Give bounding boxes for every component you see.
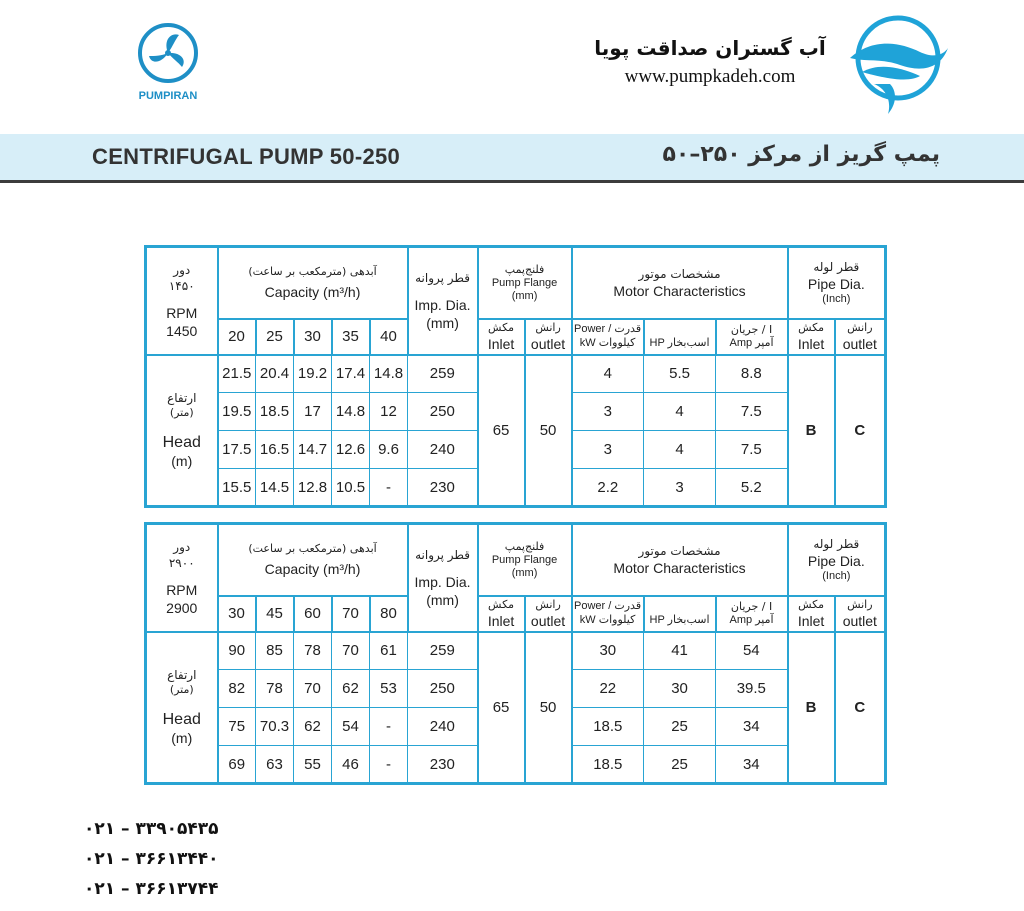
phone-number: ۰۲۱ – ۳۳۹۰۵۴۳۵ (84, 819, 219, 839)
rpm-header-cell (146, 524, 218, 632)
kw-label-fa: کیلووات (598, 336, 636, 349)
amp-value: 8.8 (716, 355, 788, 393)
impeller-label-en: Imp. Dia. (414, 296, 471, 313)
kw-header: قدرت / Power kW کیلووات (572, 319, 644, 355)
power-label-fa: قدرت (614, 323, 642, 335)
head-value: 16.5 (256, 431, 294, 469)
impeller-value: 240 (408, 431, 478, 469)
pipe-inlet-header: مکش Inlet (788, 319, 835, 355)
capacity-value: 30 (218, 596, 256, 632)
performance-table-2900 (144, 522, 887, 785)
rpm-label: RPM (166, 581, 198, 598)
hp-value: 4 (644, 431, 716, 469)
head-value: 69 (218, 746, 256, 784)
hp-value: 5.5 (644, 355, 716, 393)
inlet-label-en: Inlet (487, 335, 515, 352)
hp-value: 25 (644, 746, 716, 784)
amp-header: جریان / I Amp آمپر (716, 319, 788, 355)
head-value: 75 (218, 708, 256, 746)
pipe-inlet-value: B (788, 355, 835, 507)
head-value: 70 (332, 632, 370, 670)
head-value: 70.3 (256, 708, 294, 746)
head-value: 12 (370, 393, 408, 431)
hp-header: HP اسب‌بخار (644, 596, 716, 632)
rpm-label: RPM (166, 304, 198, 321)
pipe-outlet-value: C (835, 632, 886, 784)
pumpiran-brand-text: PUMPIRAN (138, 90, 198, 102)
hp-label-fa: اسب‌بخار (667, 336, 710, 349)
head-value: 62 (294, 708, 332, 746)
amp-value: 34 (716, 746, 788, 784)
pipe-header: قطر لوله Pipe Dia. (Inch) (788, 524, 886, 596)
head-value: 14.8 (370, 355, 408, 393)
head-value: 78 (256, 670, 294, 708)
head-value: 14.8 (332, 393, 370, 431)
impeller-value: 250 (408, 670, 478, 708)
amp-value: 7.5 (716, 431, 788, 469)
pipe-outlet-header: رانش outlet (835, 596, 886, 632)
head-value: 17.5 (218, 431, 256, 469)
head-value: 9.6 (370, 431, 408, 469)
kw-value: 3 (572, 431, 644, 469)
pipe-outlet-header: رانش outlet (835, 319, 886, 355)
capacity-label-fa: آبدهی (مترمکعب بر ساعت) (248, 264, 377, 278)
head-value: 19.2 (294, 355, 332, 393)
hp-label-en: HP (649, 337, 665, 349)
company-wave-logo-icon (840, 10, 950, 120)
amp-value: 7.5 (716, 393, 788, 431)
outlet-label-fa: رانش (535, 320, 561, 334)
motor-header: مشخصات موتور Motor Characteristics (572, 524, 788, 596)
head-value: 21.5 (218, 355, 256, 393)
kw-value: 18.5 (572, 746, 644, 784)
capacity-label-en: Capacity (m³/h) (264, 283, 361, 300)
flange-label-fa: فلنج‌پمپ (504, 262, 545, 276)
head-value: 70 (294, 670, 332, 708)
amp-header: جریان / I Amp آمپر (716, 596, 788, 632)
head-value: 82 (218, 670, 256, 708)
head-value: 12.8 (294, 469, 332, 507)
rpm-header-cell (146, 247, 218, 355)
impeller-header (408, 247, 478, 355)
impeller-unit: (mm) (426, 314, 459, 331)
kw-value: 2.2 (572, 469, 644, 507)
head-label-fa: ارتفاع (167, 391, 197, 406)
title-english: CENTRIFUGAL PUMP 50-250 (92, 144, 401, 169)
pipe-outlet-value: C (835, 355, 886, 507)
hp-value: 30 (644, 670, 716, 708)
motor-label-fa: مشخصات موتور (638, 266, 721, 281)
rpm-label-fa: دور (173, 539, 191, 554)
head-value: 17.4 (332, 355, 370, 393)
flange-inlet-value: 65 (478, 632, 525, 784)
company-name: آب گستران صداقت پویا (594, 36, 826, 60)
website-url: www.pumpkadeh.com (624, 66, 796, 87)
hp-value: 41 (644, 632, 716, 670)
head-value: 53 (370, 670, 408, 708)
head-unit-fa: (متر) (169, 406, 194, 420)
pumpiran-logo (128, 22, 208, 102)
impeller-label-fa: قطر پروانه (415, 270, 470, 285)
kw-value: 18.5 (572, 708, 644, 746)
head-value: 90 (218, 632, 256, 670)
head-value: 54 (332, 708, 370, 746)
head-value: 63 (256, 746, 294, 784)
pumpiran-fan-icon (137, 22, 199, 84)
flange-inlet-header (478, 319, 525, 355)
head-value: 20.4 (256, 355, 294, 393)
impeller-header: قطر پروانه Imp. Dia. (mm) (408, 524, 478, 632)
head-value: 14.5 (256, 469, 294, 507)
rpm-value: 1450 (166, 322, 198, 339)
capacity-value: 30 (294, 319, 332, 355)
capacity-value: 35 (332, 319, 370, 355)
amp-value: 5.2 (716, 469, 788, 507)
amp-value: 39.5 (716, 670, 788, 708)
flange-label-en: Pump Flange (491, 276, 558, 289)
head-value: 19.5 (218, 393, 256, 431)
capacity-value: 20 (218, 319, 256, 355)
company-info (590, 36, 830, 88)
flange-inlet-value: 65 (478, 355, 525, 507)
amp-label-en: Amp (729, 337, 753, 349)
pipe-inlet-value: B (788, 632, 835, 784)
impeller-value: 259 (408, 355, 478, 393)
phone-number: ۰۲۱ – ۳۶۶۱۳۴۴۰ (84, 849, 219, 869)
hp-header (644, 319, 716, 355)
hp-value: 25 (644, 708, 716, 746)
kw-label-en: kW (579, 337, 596, 349)
capacity-header (218, 247, 408, 319)
head-value: 14.7 (294, 431, 332, 469)
head-value: 10.5 (332, 469, 370, 507)
pipe-unit: (Inch) (822, 293, 851, 306)
head-value: - (370, 746, 408, 784)
head-label-cell (146, 355, 218, 507)
head-value: 46 (332, 746, 370, 784)
head-value: 78 (294, 632, 332, 670)
capacity-value: 70 (332, 596, 370, 632)
impeller-value: 230 (408, 746, 478, 784)
kw-value: 22 (572, 670, 644, 708)
hp-value: 4 (644, 393, 716, 431)
flange-header: فلنج‌پمپ Pump Flange (mm) (478, 524, 572, 596)
pipe-label-en: Pipe Dia. (807, 276, 865, 293)
flange-outlet-header (525, 319, 572, 355)
impeller-value: 250 (408, 393, 478, 431)
kw-value: 30 (572, 632, 644, 670)
head-value: - (370, 708, 408, 746)
head-value: 55 (294, 746, 332, 784)
capacity-value: 60 (294, 596, 332, 632)
outlet-label-en: outlet (530, 335, 566, 352)
flange-unit: (mm) (511, 289, 538, 302)
capacity-value: 80 (370, 596, 408, 632)
hp-value: 3 (644, 469, 716, 507)
kw-value: 3 (572, 393, 644, 431)
pipe-inlet-header: مکش Inlet (788, 596, 835, 632)
capacity-value: 45 (256, 596, 294, 632)
capacity-value: 40 (370, 319, 408, 355)
capacity-value: 25 (256, 319, 294, 355)
pipe-label-fa: قطر لوله (813, 260, 860, 275)
motor-label-en: Motor Characteristics (613, 282, 746, 299)
flange-outlet-value: 50 (525, 632, 572, 784)
rpm-value-fa: ۱۴۵۰ (168, 278, 195, 293)
head-value: 18.5 (256, 393, 294, 431)
impeller-value: 240 (408, 708, 478, 746)
current-label-fa: جریان (730, 323, 759, 336)
head-value: 17 (294, 393, 332, 431)
title-persian: پمپ گریز از مرکز ۲۵۰–۵۰ (662, 142, 940, 167)
head-value: - (370, 469, 408, 507)
phone-number: ۰۲۱ – ۳۶۶۱۳۷۴۴ (84, 879, 219, 899)
rpm-value: 2900 (166, 599, 198, 616)
title-band (0, 134, 1024, 183)
amp-value: 54 (716, 632, 788, 670)
head-value: 12.6 (332, 431, 370, 469)
head-value: 61 (370, 632, 408, 670)
power-label-en: Power (574, 323, 606, 335)
head-unit: (m) (171, 453, 193, 470)
impeller-value: 259 (408, 632, 478, 670)
flange-inlet-header: مکش Inlet (478, 596, 525, 632)
motor-header (572, 247, 788, 319)
amp-value: 34 (716, 708, 788, 746)
flange-outlet-value: 50 (525, 355, 572, 507)
kw-value: 4 (572, 355, 644, 393)
pipe-header (788, 247, 886, 319)
amp-label-fa: آمپر (755, 336, 774, 349)
head-value: 62 (332, 670, 370, 708)
head-label-cell: ارتفاع (متر) Head (m) (146, 632, 218, 784)
head-label-en: Head (162, 434, 201, 452)
head-value: 85 (256, 632, 294, 670)
rpm-label-fa: دور (173, 262, 191, 277)
capacity-header: آبدهی (مترمکعب بر ساعت) Capacity (m³/h) (218, 524, 408, 596)
phone-list (84, 814, 218, 904)
rpm-value-fa: ۲۹۰۰ (168, 555, 195, 570)
performance-table-1450 (144, 245, 887, 508)
flange-header (478, 247, 572, 319)
inlet-label-fa: مکش (488, 320, 515, 334)
flange-outlet-header: رانش outlet (525, 596, 572, 632)
kw-header: قدرت / Power kW کیلووات (572, 596, 644, 632)
head-value: 15.5 (218, 469, 256, 507)
impeller-value: 230 (408, 469, 478, 507)
